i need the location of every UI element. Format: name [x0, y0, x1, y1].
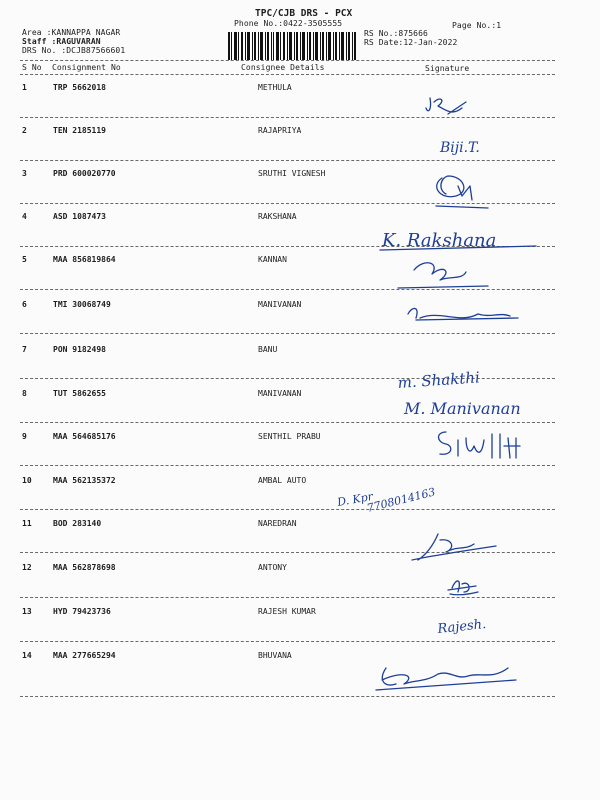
consignee-name: METHULA: [258, 83, 292, 92]
signature-10b: 7708014163: [365, 485, 437, 515]
row-number: 9: [22, 432, 27, 441]
column-consignment: Consignment No: [52, 63, 121, 72]
consignee-name: AMBAL AUTO: [258, 476, 307, 485]
document-title: TPC/CJB DRS - PCX: [255, 8, 353, 19]
signature-6: [408, 308, 518, 320]
signature-8b: M. Manivanan: [404, 399, 521, 418]
rs-number: RS No.:875666: [364, 29, 428, 38]
consignment-number: ASD 1087473: [53, 212, 106, 221]
staff-label: Staff :RAGUVARAN: [22, 37, 101, 46]
consignee-name: KANNAN: [258, 255, 287, 264]
row-number: 8: [22, 389, 27, 398]
consignee-name: RAJAPRIYA: [258, 126, 302, 135]
consignee-name: RAKSHANA: [258, 212, 297, 221]
consignment-number: MAA 277665294: [53, 651, 116, 660]
consignee-name: BANU: [258, 345, 278, 354]
consignee-name: RAJESH KUMAR: [258, 607, 316, 616]
column-sno: S No: [22, 63, 42, 72]
consignment-number: PON 9182498: [53, 345, 106, 354]
signature-8a: m. Shakthi: [397, 368, 481, 392]
column-signature: Signature: [425, 64, 470, 73]
row-number: 13: [22, 607, 32, 616]
row-number: 1: [22, 83, 27, 92]
consignment-number: TEN 2185119: [53, 126, 106, 135]
signature-2: Biji.T.: [440, 140, 480, 156]
consignment-number: PRD 600020770: [53, 169, 116, 178]
signature-10a: D. Kpr: [336, 489, 374, 509]
page-number: Page No.:1: [452, 21, 502, 30]
signature-9: [439, 432, 521, 458]
signature-11: [412, 534, 496, 560]
consignee-name: ANTONY: [258, 563, 287, 572]
row-number: 5: [22, 255, 27, 264]
column-consignee: Consignee Details: [241, 63, 325, 72]
consignee-name: MANIVANAN: [258, 389, 302, 398]
signature-13: Rajesh.: [436, 616, 487, 637]
consignment-number: MAA 562878698: [53, 563, 116, 572]
row-number: 3: [22, 169, 27, 178]
signature-1: [426, 98, 466, 114]
rs-date: RS Date:12-Jan-2022: [364, 38, 458, 47]
consignment-number: HYD 79423736: [53, 607, 111, 616]
row-number: 6: [22, 300, 27, 309]
row-number: 2: [22, 126, 27, 135]
row-number: 11: [22, 519, 32, 528]
consignee-name: NAREDRAN: [258, 519, 297, 528]
consignment-number: TMI 30068749: [53, 300, 111, 309]
row-number: 12: [22, 563, 32, 572]
phone-number: Phone No.:0422-3505555: [234, 19, 343, 28]
signature-12: [448, 581, 478, 595]
consignee-name: SRUTHI VIGNESH: [258, 169, 326, 178]
signature-14: [376, 668, 516, 690]
area-label: Area :KANNAPPA NAGAR: [22, 28, 121, 37]
signature-5: [398, 263, 488, 288]
signature-4: K. Rakshana: [382, 230, 497, 251]
consignee-name: SENTHIL PRABU: [258, 432, 321, 441]
consignment-number: TUT 5862655: [53, 389, 106, 398]
drs-number: DRS No. :DCJB87566601: [22, 46, 126, 55]
consignment-number: MAA 562135372: [53, 476, 116, 485]
consignment-number: BOD 283140: [53, 519, 102, 528]
consignment-number: MAA 856819864: [53, 255, 116, 264]
consignee-name: BHUVANA: [258, 651, 292, 660]
row-number: 14: [22, 651, 32, 660]
consignment-number: MAA 564685176: [53, 432, 116, 441]
signature-3: [436, 176, 488, 208]
row-number: 7: [22, 345, 27, 354]
row-number: 4: [22, 212, 27, 221]
consignee-name: MANIVANAN: [258, 300, 302, 309]
consignment-number: TRP 5662018: [53, 83, 106, 92]
row-number: 10: [22, 476, 32, 485]
